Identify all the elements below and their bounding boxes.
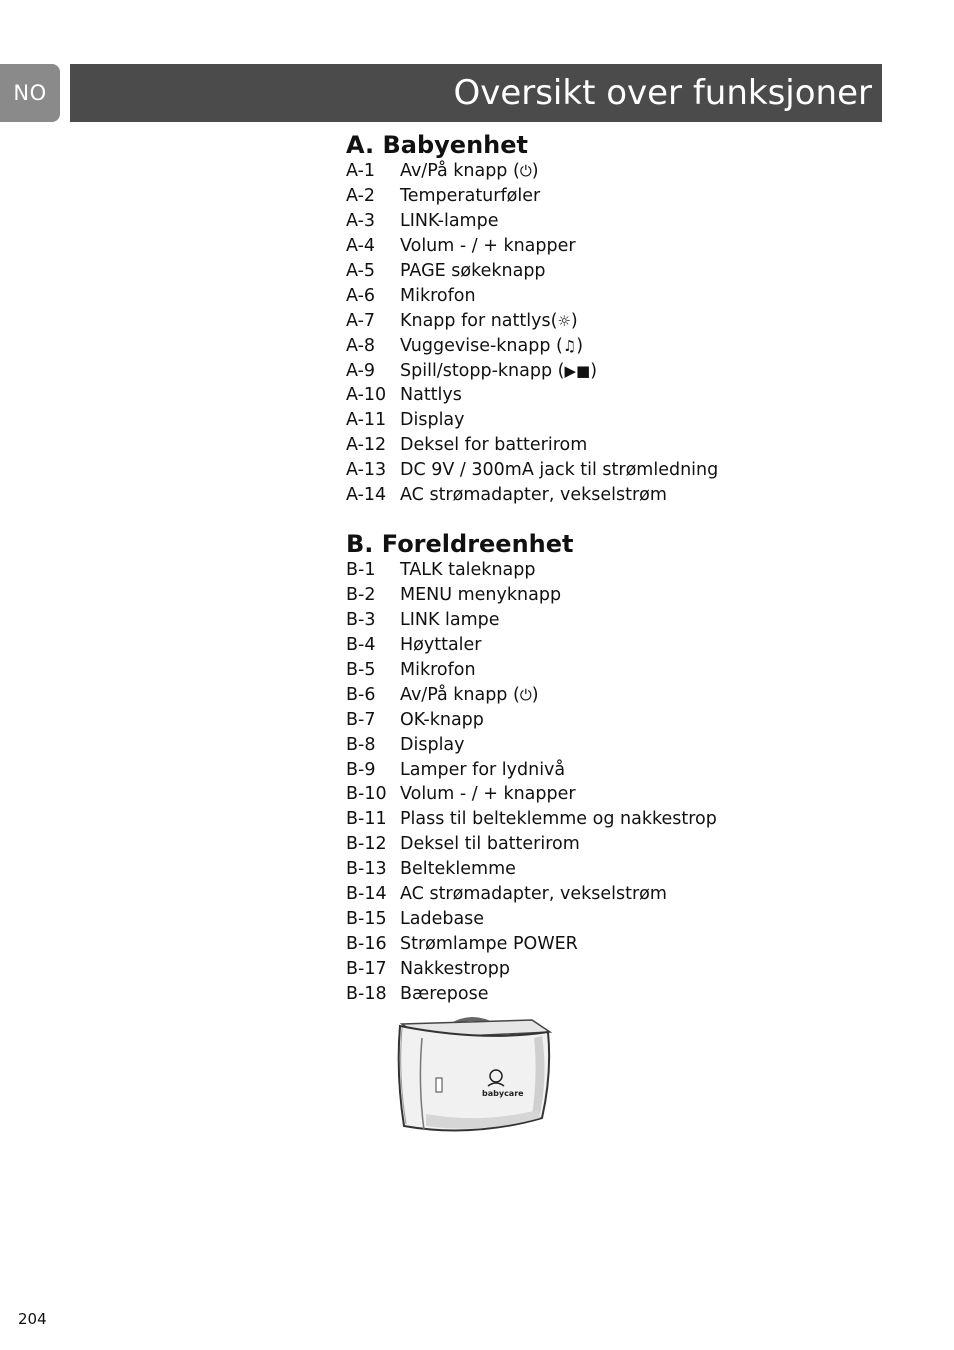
list-item [346, 907, 906, 932]
item-code: B-10 [346, 784, 387, 805]
button-symbol-icon: ♫ [562, 336, 577, 355]
item-label: Høyttaler [400, 634, 482, 655]
list-item [346, 483, 906, 508]
item-label: Volum - / + knapper [400, 784, 576, 805]
item-label: Nakkestropp [400, 959, 510, 979]
item-list [346, 159, 906, 508]
button-symbol-icon: ▶■ [564, 361, 591, 380]
list-item [346, 882, 906, 907]
list-item [346, 383, 906, 408]
item-code: A-6 [346, 285, 376, 306]
item-code: B-1 [346, 560, 376, 580]
item-code: B-13 [346, 859, 387, 880]
list-item [346, 334, 906, 359]
item-label: MENU menyknapp [400, 584, 562, 605]
item-label: OK-knapp [400, 709, 484, 730]
item-code: B-3 [346, 609, 376, 630]
item-code: B-16 [346, 934, 387, 955]
item-code: B-7 [346, 709, 376, 730]
item-code: B-12 [346, 834, 387, 855]
item-code: B-2 [346, 584, 376, 605]
item-code: B-6 [346, 684, 376, 705]
item-code: B-11 [346, 809, 387, 830]
item-label: TALK taleknapp [400, 560, 536, 580]
item-code: A-4 [346, 235, 376, 256]
list-item [346, 708, 906, 733]
item-label: AC strømadapter, vekselstrøm [400, 485, 667, 506]
list-item [346, 209, 906, 234]
button-symbol-icon: ⏻ [519, 162, 532, 180]
item-code: A-1 [346, 161, 376, 181]
item-code: A-11 [346, 410, 387, 431]
list-item [346, 782, 906, 807]
item-code: B-18 [346, 983, 387, 1004]
item-label: Belteklemme [400, 859, 516, 880]
list-item [346, 633, 906, 658]
item-code: A-3 [346, 210, 376, 231]
page-title-bar [70, 64, 882, 122]
button-symbol-icon: ⏻ [519, 685, 532, 704]
list-item [346, 658, 906, 683]
item-code: A-9 [346, 360, 376, 381]
item-code: B-14 [346, 884, 387, 905]
language-tab [0, 64, 60, 122]
section-babyenhet [346, 130, 906, 508]
item-label: Strømlampe POWER [400, 934, 578, 955]
item-label-suffix: ) [570, 310, 578, 331]
item-code: B-5 [346, 659, 376, 680]
item-code: B-9 [346, 759, 376, 780]
item-label: Av/På knapp ( [400, 684, 520, 705]
carry-bag-illustration [392, 1014, 554, 1138]
list-item [346, 857, 906, 882]
item-code: A-10 [346, 385, 387, 406]
item-label: Lamper for lydnivå [400, 759, 566, 780]
item-label: Vuggevise-knapp ( [400, 335, 563, 356]
item-code: A-7 [346, 310, 376, 331]
list-item [346, 683, 906, 708]
list-item [346, 259, 906, 284]
section-heading: A. Babyenhet [346, 131, 529, 159]
item-label: Knapp for nattlys( [400, 310, 558, 331]
list-item [346, 359, 906, 384]
item-label: Plass til belteklemme og nakkestrop [400, 809, 717, 830]
item-label: PAGE søkeknapp [400, 260, 546, 281]
item-code: A-2 [346, 185, 376, 206]
list-item [346, 932, 906, 957]
list-item [346, 408, 906, 433]
list-item [346, 234, 906, 259]
list-item [346, 583, 906, 608]
carry-bag-image [392, 1014, 554, 1138]
item-code: A-13 [346, 460, 387, 481]
item-label: Deksel for batterirom [400, 435, 588, 456]
item-code: A-5 [346, 260, 376, 281]
item-label: Temperaturføler [400, 185, 541, 206]
item-label-suffix: ) [576, 335, 584, 356]
item-label-suffix: ) [531, 161, 539, 181]
item-label: Av/På knapp ( [400, 161, 520, 181]
item-code: B-8 [346, 734, 376, 755]
list-item [346, 284, 906, 309]
item-label: Display [400, 410, 465, 431]
item-code: A-14 [346, 485, 387, 506]
list-item [346, 832, 906, 857]
section-heading: B. Foreldreenhet [346, 530, 574, 558]
page-number: 204 [18, 1310, 47, 1328]
list-item [346, 807, 906, 832]
item-code: B-17 [346, 959, 387, 979]
item-code: A-12 [346, 435, 387, 456]
list-item [346, 184, 906, 209]
language-code: NO [13, 81, 47, 105]
item-label: AC strømadapter, vekselstrøm [400, 884, 667, 905]
item-code: A-8 [346, 335, 376, 356]
list-item [346, 608, 906, 633]
item-label-suffix: ) [531, 684, 539, 705]
item-label: Spill/stopp-knapp ( [400, 360, 565, 381]
item-code: B-15 [346, 909, 387, 930]
item-label: Nattlys [400, 385, 462, 406]
item-label: Mikrofon [400, 285, 476, 306]
item-code: B-4 [346, 634, 376, 655]
list-item [346, 982, 906, 1007]
list-item [346, 458, 906, 483]
list-item [346, 957, 906, 982]
bag-brand-text: babycare [482, 1089, 524, 1098]
item-label: LINK-lampe [400, 210, 499, 231]
section-foreldreenhet [346, 529, 906, 1007]
list-item [346, 159, 906, 184]
button-symbol-icon: ☼ [557, 311, 571, 330]
item-label: Deksel til batterirom [400, 834, 580, 855]
item-label: Volum - / + knapper [400, 235, 576, 256]
item-label: Mikrofon [400, 659, 476, 680]
list-item [346, 758, 906, 783]
list-item [346, 309, 906, 334]
page-title: Oversikt over funksjoner [453, 73, 872, 113]
item-label-suffix: ) [590, 360, 598, 381]
item-label: DC 9V / 300mA jack til strømledning [400, 460, 719, 481]
item-label: Ladebase [400, 909, 485, 930]
list-item [346, 433, 906, 458]
item-label: Display [400, 734, 465, 755]
item-label: Bærepose [400, 983, 489, 1004]
item-list [346, 558, 906, 1007]
item-label: LINK lampe [400, 609, 500, 630]
list-item [346, 733, 906, 758]
list-item [346, 558, 906, 583]
